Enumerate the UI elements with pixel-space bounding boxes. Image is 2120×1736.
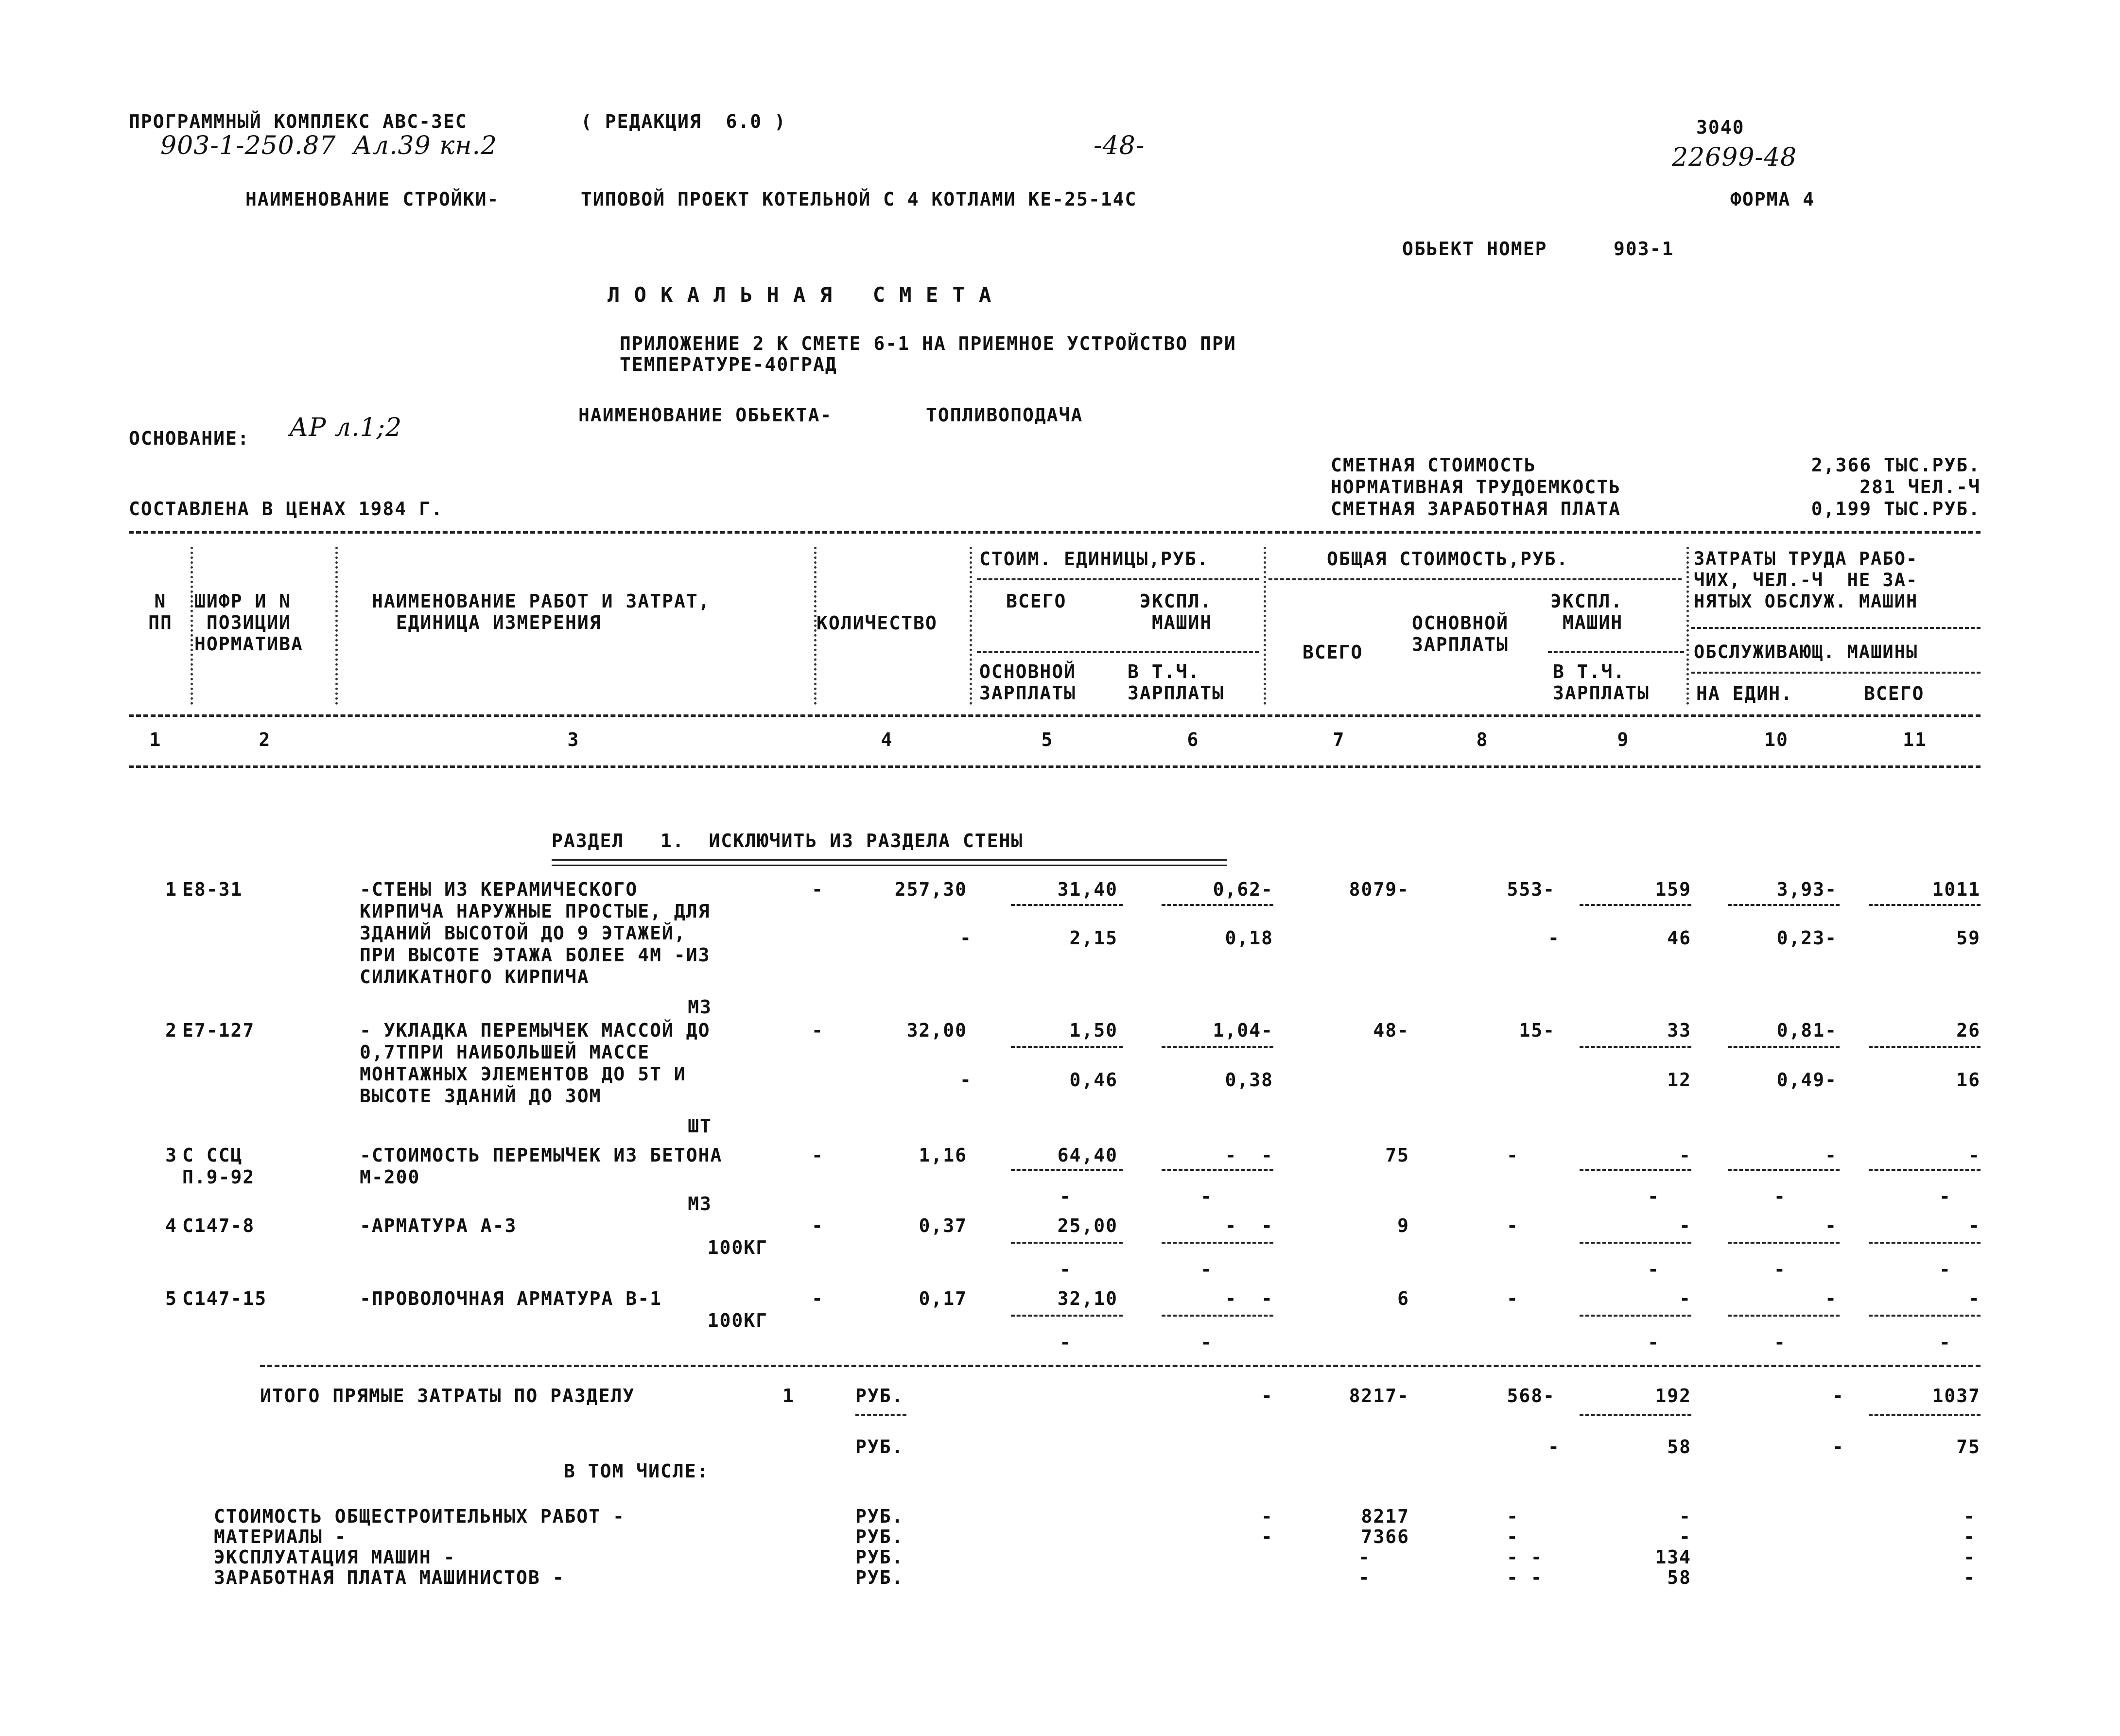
row4-dash: - bbox=[1939, 1259, 1951, 1280]
col-header-labor-machines: ОБСЛУЖИВАЮЩ. МАШИНЫ bbox=[1694, 642, 1918, 662]
row1-name: -СТЕНЫ ИЗ КЕРАМИЧЕСКОГО КИРПИЧА НАРУЖНЫЕ ПРОСТЫЕ, ДЛЯ ЗДАНИЙ ВЫСОТОЙ ДО 9 ЭТАЖЕЙ, ПРИ ВЫСОТЕ ЭТАЖА БОЛЕЕ 4М -ИЗ СИЛИКАТНОГО КИРПИЧА bbox=[360, 879, 711, 988]
header-rule bbox=[977, 651, 1259, 653]
row1-dash: - bbox=[960, 927, 972, 949]
row2-quantity: 32,00 bbox=[906, 1020, 967, 1041]
col-number: 9 bbox=[1617, 729, 1630, 750]
summary-estimated-cost-value: 2,366 ТЫС.РУБ. bbox=[1811, 454, 1981, 476]
row-separator bbox=[1580, 1169, 1691, 1171]
breakdown-general-cost: 8217 bbox=[1361, 1506, 1409, 1527]
col-header-labor: ЗАТРАТЫ ТРУДА РАБО- ЧИХ, ЧЕЛ.-Ч НЕ ЗА- НЯТЫХ ОБСЛУЖ. МАШИН bbox=[1694, 548, 1918, 612]
row5-dash: - bbox=[1939, 1332, 1951, 1353]
row-separator bbox=[1011, 1315, 1123, 1317]
breakdown-dash: - bbox=[1964, 1546, 1976, 1568]
row5-total: 6 bbox=[1397, 1288, 1409, 1309]
row4-total-machines: - bbox=[1679, 1215, 1691, 1236]
total-separator bbox=[1580, 1414, 1691, 1416]
row1-unit-machines: 0,62- bbox=[1213, 879, 1273, 900]
handwritten-inventory-number: 22699-48 bbox=[1672, 143, 1797, 172]
row-separator bbox=[1580, 1046, 1691, 1048]
row4-unit: 100КГ bbox=[707, 1237, 768, 1258]
row1-labor-total: 1011 bbox=[1932, 879, 1981, 900]
row4-dash: - bbox=[1648, 1259, 1660, 1280]
col-header-unit-machine-wages: В Т.Ч. ЗАРПЛАТЫ bbox=[1128, 661, 1225, 704]
row3-total: 75 bbox=[1385, 1145, 1409, 1166]
row-separator bbox=[1011, 904, 1123, 906]
row-separator bbox=[1728, 904, 1840, 906]
breakdown-machinery-unit: РУБ. bbox=[855, 1546, 904, 1568]
breakdown-materials-machines: - bbox=[1679, 1526, 1691, 1547]
col-header-labor-total: ВСЕГО bbox=[1864, 683, 1925, 704]
row-separator bbox=[1162, 1242, 1273, 1244]
including-label: В ТОМ ЧИСЛЕ: bbox=[564, 1460, 709, 1482]
row5-dash: - bbox=[1060, 1332, 1072, 1353]
total-dash: - bbox=[1261, 1385, 1273, 1406]
numbers-bottom-rule bbox=[129, 765, 1981, 768]
breakdown-dash: - - bbox=[1507, 1567, 1543, 1588]
breakdown-materials-unit: РУБ. bbox=[855, 1526, 904, 1547]
price-basis: СОСТАВЛЕНА В ЦЕНАХ 1984 Г. bbox=[129, 498, 443, 520]
row-separator bbox=[1728, 1315, 1840, 1317]
building-label: НАИМЕНОВАНИЕ СТРОЙКИ- bbox=[245, 189, 500, 210]
breakdown-materials-label: МАТЕРИАЛЫ - bbox=[214, 1526, 347, 1547]
col-number: 8 bbox=[1476, 729, 1489, 750]
program-edition: ( РЕДАКЦИЯ 6.0 ) bbox=[581, 111, 786, 132]
row-separator bbox=[1869, 1046, 1981, 1048]
row3-dash: - bbox=[1774, 1186, 1786, 1207]
section-title: РАЗДЕЛ 1. ИСКЛЮЧИТЬ ИЗ РАЗДЕЛА СТЕНЫ bbox=[552, 830, 1024, 851]
row5-unit-total: 32,10 bbox=[1057, 1288, 1118, 1309]
row4-dash: - bbox=[812, 1215, 824, 1236]
row2-unit-machine-wages: 0,38 bbox=[1225, 1069, 1273, 1091]
total2-unit: РУБ. bbox=[855, 1436, 904, 1458]
row5-dash: - bbox=[812, 1288, 824, 1309]
row5-name: -ПРОВОЛОЧНАЯ АРМАТУРА В-1 bbox=[360, 1288, 662, 1309]
row3-unit-total: 64,40 bbox=[1057, 1145, 1118, 1166]
row1-unit-wages: 2,15 bbox=[1069, 927, 1118, 949]
row4-total: 9 bbox=[1397, 1215, 1409, 1236]
row-separator bbox=[1162, 904, 1273, 906]
row3-dash: - bbox=[1648, 1186, 1660, 1207]
form-number: ФОРМА 4 bbox=[1730, 189, 1815, 210]
col-number: 6 bbox=[1187, 729, 1199, 750]
row5-quantity: 0,17 bbox=[919, 1288, 967, 1309]
page-number: -48- bbox=[1094, 131, 1145, 160]
breakdown-dash: - bbox=[1507, 1526, 1519, 1547]
row2-total-wages: 15- bbox=[1519, 1020, 1555, 1041]
breakdown-dash: - - bbox=[1507, 1546, 1543, 1568]
breakdown-dash: - bbox=[1964, 1567, 1976, 1588]
total2-machine-wages: 58 bbox=[1667, 1436, 1691, 1458]
col-header-quantity: КОЛИЧЕСТВО bbox=[817, 612, 938, 634]
row-separator bbox=[1162, 1169, 1273, 1171]
header-rule bbox=[1548, 651, 1684, 653]
building-value: ТИПОВОЙ ПРОЕКТ КОТЕЛЬНОЙ С 4 КОТЛАМИ КЕ-25-14С bbox=[581, 189, 1137, 210]
row2-unit-machines: 1,04- bbox=[1213, 1020, 1273, 1041]
row2-total: 48- bbox=[1373, 1020, 1409, 1041]
row3-unit-machines: - - bbox=[1225, 1145, 1273, 1166]
col-number: 7 bbox=[1333, 729, 1345, 750]
basis-label: ОСНОВАНИЕ: bbox=[129, 428, 250, 449]
header-bottom-rule bbox=[129, 714, 1981, 717]
col-header-total-machines: ЭКСПЛ. МАШИН bbox=[1550, 590, 1623, 633]
row2-number: 2 bbox=[165, 1020, 177, 1041]
row1-total-machines: 159 bbox=[1655, 879, 1691, 900]
row3-quantity: 1,16 bbox=[919, 1145, 967, 1166]
breakdown-general-label: СТОИМОСТЬ ОБЩЕСТРОИТЕЛЬНЫХ РАБОТ - bbox=[214, 1506, 625, 1527]
row4-unit-machines: - - bbox=[1225, 1215, 1273, 1236]
basis-value: АР л.1;2 bbox=[289, 413, 402, 442]
row1-unit: М3 bbox=[688, 996, 712, 1018]
row5-total-wages: - bbox=[1507, 1288, 1519, 1309]
appendix-line-2: ТЕМПЕРАТУРЕ-40ГРАД bbox=[620, 354, 837, 375]
row-separator bbox=[1011, 1242, 1123, 1244]
breakdown-general-unit: РУБ. bbox=[855, 1506, 904, 1527]
col-number: 3 bbox=[567, 729, 580, 750]
col-header-number: N ПП bbox=[148, 590, 173, 633]
column-divider bbox=[1264, 547, 1266, 705]
row1-total-wages: 553- bbox=[1507, 879, 1555, 900]
column-divider bbox=[191, 547, 193, 705]
row4-code: С147-8 bbox=[182, 1215, 255, 1236]
row3-dash: - bbox=[1200, 1186, 1213, 1207]
object-name-value: ТОПЛИВОПОДАЧА bbox=[926, 404, 1083, 426]
doc-number: 3040 bbox=[1696, 117, 1745, 138]
breakdown-dash: - bbox=[1261, 1506, 1273, 1527]
row3-total-machines: - bbox=[1679, 1145, 1691, 1166]
column-divider bbox=[1686, 547, 1689, 705]
breakdown-dash: - bbox=[1964, 1506, 1976, 1527]
row3-dash: - bbox=[1060, 1186, 1072, 1207]
col-header-total-machine-wages: В Т.Ч. ЗАРПЛАТЫ bbox=[1553, 661, 1650, 704]
col-header-labor-unit: НА ЕДИН. bbox=[1696, 683, 1793, 704]
row1-labor-total-machines: 59 bbox=[1956, 927, 1981, 949]
row-separator bbox=[1580, 1242, 1691, 1244]
row2-code: Е7-127 bbox=[182, 1020, 255, 1041]
breakdown-dash: - bbox=[1261, 1526, 1273, 1547]
col-number: 11 bbox=[1903, 729, 1927, 750]
row3-name: -СТОИМОСТЬ ПЕРЕМЫЧЕК ИЗ БЕТОНА М-200 bbox=[360, 1145, 723, 1188]
col-number: 1 bbox=[149, 729, 162, 750]
row4-number: 4 bbox=[165, 1215, 177, 1236]
row3-labor-total: - bbox=[1968, 1145, 1981, 1166]
row2-name: - УКЛАДКА ПЕРЕМЫЧЕК МАССОЙ ДО 0,7ТПРИ НАИБОЛЬШЕЙ МАССЕ МОНТАЖНЫХ ЭЛЕМЕНТОВ ДО 5Т И ВЫСОТЕ ЗДАНИЙ ДО 3ОМ bbox=[360, 1020, 711, 1107]
total2-labor-machines: 75 bbox=[1956, 1436, 1981, 1458]
row2-total-machines: 33 bbox=[1667, 1020, 1691, 1041]
row5-dash: - bbox=[1648, 1332, 1660, 1353]
breakdown-dash: - bbox=[1964, 1526, 1976, 1547]
row3-number: 3 bbox=[165, 1145, 177, 1166]
row-separator bbox=[1162, 1315, 1273, 1317]
header-rule bbox=[1691, 672, 1981, 674]
table-top-rule bbox=[129, 531, 1981, 534]
col-header-unit-total: ВСЕГО bbox=[1006, 590, 1067, 612]
total-unit-underline bbox=[855, 1414, 906, 1416]
col-header-unit-wages: ОСНОВНОЙ ЗАРПЛАТЫ bbox=[979, 661, 1077, 704]
row-separator bbox=[1869, 1242, 1981, 1244]
breakdown-machinery-machines: 134 bbox=[1655, 1546, 1691, 1568]
row4-dash: - bbox=[1200, 1259, 1213, 1280]
breakdown-machinery-cost: - bbox=[1358, 1546, 1371, 1568]
total-separator bbox=[1869, 1414, 1981, 1416]
row5-labor-total: - bbox=[1968, 1288, 1981, 1309]
row5-dash: - bbox=[1774, 1332, 1786, 1353]
total-machines: 192 bbox=[1655, 1385, 1691, 1406]
row3-labor-unit: - bbox=[1825, 1145, 1837, 1166]
row3-dash: - bbox=[1939, 1186, 1951, 1207]
row-separator bbox=[1728, 1046, 1840, 1048]
row4-dash: - bbox=[1060, 1259, 1072, 1280]
breakdown-materials-cost: 7366 bbox=[1361, 1526, 1409, 1547]
row4-total-wages: - bbox=[1507, 1215, 1519, 1236]
header-rule bbox=[1269, 578, 1682, 580]
row1-total: 8079- bbox=[1349, 879, 1409, 900]
col-header-total: ВСЕГО bbox=[1303, 642, 1363, 663]
row2-total-machine-wages: 12 bbox=[1667, 1069, 1691, 1091]
total-cost: 8217- bbox=[1349, 1385, 1409, 1406]
breakdown-operator-wages-unit: РУБ. bbox=[855, 1567, 904, 1588]
row-separator bbox=[1162, 1046, 1273, 1048]
row4-labor-unit: - bbox=[1825, 1215, 1837, 1236]
row1-labor-unit: 3,93- bbox=[1776, 879, 1837, 900]
row5-dash: - bbox=[1200, 1332, 1213, 1353]
summary-wages-label: СМЕТНАЯ ЗАРАБОТНАЯ ПЛАТА bbox=[1331, 498, 1621, 520]
breakdown-operator-wages-machines: 58 bbox=[1667, 1567, 1691, 1588]
total2-dash: - bbox=[1832, 1436, 1844, 1458]
row3-dash: - bbox=[812, 1145, 824, 1166]
object-name-label: НАИМЕНОВАНИЕ ОБЬЕКТА- bbox=[578, 404, 833, 426]
summary-labor-value: 281 ЧЕЛ.-Ч bbox=[1859, 476, 1981, 498]
row-separator bbox=[1728, 1242, 1840, 1244]
row4-unit-total: 25,00 bbox=[1057, 1215, 1118, 1236]
row1-number: 1 bbox=[165, 879, 177, 900]
row2-labor-unit-machines: 0,49- bbox=[1776, 1069, 1837, 1091]
row1-unit-total: 31,40 bbox=[1057, 879, 1118, 900]
row-separator bbox=[1869, 1169, 1981, 1171]
document-title: Л О К А Л Ь Н А Я С М Е Т А bbox=[608, 283, 992, 307]
col-header-total-cost: ОБЩАЯ СТОИМОСТЬ,РУБ. bbox=[1327, 548, 1569, 570]
col-header-total-wages: ОСНОВНОЙ ЗАРПЛАТЫ bbox=[1412, 612, 1509, 655]
breakdown-general-machines: - bbox=[1679, 1506, 1691, 1527]
col-header-unit-machines: ЭКСПЛ. МАШИН bbox=[1140, 590, 1213, 633]
col-number: 2 bbox=[259, 729, 271, 750]
section-title-underline bbox=[552, 859, 1227, 866]
breakdown-operator-wages-label: ЗАРАБОТНАЯ ПЛАТА МАШИНИСТОВ - bbox=[214, 1567, 565, 1588]
object-number-label: ОБЬЕКТ НОМЕР bbox=[1402, 238, 1547, 260]
column-divider bbox=[335, 547, 338, 705]
header-rule bbox=[977, 578, 1259, 580]
col-header-code: ШИФР И N ПОЗИЦИИ НОРМАТИВА bbox=[194, 590, 303, 655]
breakdown-machinery-label: ЭКСПЛУАТАЦИЯ МАШИН - bbox=[214, 1546, 456, 1568]
header-rule bbox=[1691, 627, 1981, 629]
row1-labor-unit-machines: 0,23- bbox=[1776, 927, 1837, 949]
col-number: 4 bbox=[881, 729, 893, 750]
row5-unit-machines: - - bbox=[1225, 1288, 1273, 1309]
total-section-number: 1 bbox=[782, 1385, 795, 1406]
row-separator bbox=[1011, 1169, 1123, 1171]
summary-estimated-cost-label: СМЕТНАЯ СТОИМОСТЬ bbox=[1331, 454, 1536, 476]
total-unit: РУБ. bbox=[855, 1385, 904, 1406]
row5-labor-unit: - bbox=[1825, 1288, 1837, 1309]
row-separator bbox=[1728, 1169, 1840, 1171]
total-wages: 568- bbox=[1507, 1385, 1555, 1406]
row2-unit-wages: 0,46 bbox=[1069, 1069, 1118, 1091]
row2-labor-total-machines: 16 bbox=[1956, 1069, 1981, 1091]
col-header-unit-cost: СТОИМ. ЕДИНИЦЫ,РУБ. bbox=[979, 548, 1209, 570]
row5-total-machines: - bbox=[1679, 1288, 1691, 1309]
total-labor: 1037 bbox=[1932, 1385, 1981, 1406]
handwritten-reference: 903-1-250.87 Ал.39 кн.2 bbox=[160, 131, 498, 160]
row3-unit: М3 bbox=[688, 1193, 712, 1215]
row-separator bbox=[1011, 1046, 1123, 1048]
total-label: ИТОГО ПРЯМЫЕ ЗАТРАТЫ ПО РАЗДЕЛУ bbox=[260, 1385, 635, 1406]
row4-name: -АРМАТУРА А-3 bbox=[360, 1215, 517, 1236]
row4-dash: - bbox=[1774, 1259, 1786, 1280]
summary-wages-value: 0,199 ТЫС.РУБ. bbox=[1811, 498, 1981, 520]
total-dash: - bbox=[1832, 1385, 1844, 1406]
row1-quantity: 257,30 bbox=[894, 879, 967, 900]
row1-unit-machine-wages: 0,18 bbox=[1225, 927, 1273, 949]
row2-dash: - bbox=[812, 1020, 824, 1041]
row4-labor-total: - bbox=[1968, 1215, 1981, 1236]
summary-labor-label: НОРМАТИВНАЯ ТРУДОЕМКОСТЬ bbox=[1331, 476, 1621, 498]
row2-labor-total: 26 bbox=[1956, 1020, 1981, 1041]
row5-unit: 100КГ bbox=[707, 1310, 768, 1331]
row2-dash: - bbox=[960, 1069, 972, 1091]
row-separator bbox=[1869, 1315, 1981, 1317]
row1-total-machine-wages: 46 bbox=[1667, 927, 1691, 949]
breakdown-dash: - bbox=[1507, 1506, 1519, 1527]
column-divider bbox=[970, 547, 972, 705]
row2-unit: ШТ bbox=[688, 1115, 712, 1137]
object-number-value: 903-1 bbox=[1614, 238, 1674, 260]
col-number: 10 bbox=[1764, 729, 1789, 750]
row2-labor-unit: 0,81- bbox=[1776, 1020, 1837, 1041]
totals-top-rule bbox=[260, 1365, 1981, 1367]
row2-unit-total: 1,50 bbox=[1069, 1020, 1118, 1041]
row-separator bbox=[1869, 904, 1981, 906]
total2-dash: - bbox=[1548, 1436, 1560, 1458]
row3-code: С ССЦ П.9-92 bbox=[182, 1145, 255, 1188]
row4-quantity: 0,37 bbox=[919, 1215, 967, 1236]
appendix-line-1: ПРИЛОЖЕНИЕ 2 К СМЕТЕ 6-1 НА ПРИЕМНОЕ УСТРОЙСТВО ПРИ bbox=[620, 333, 1236, 354]
breakdown-operator-wages-cost: - bbox=[1358, 1567, 1371, 1588]
row1-dash: - bbox=[812, 879, 824, 900]
col-header-name: НАИМЕНОВАНИЕ РАБОТ И ЗАТРАТ, ЕДИНИЦА ИЗМЕРЕНИЯ bbox=[372, 590, 711, 633]
row5-number: 5 bbox=[165, 1288, 177, 1309]
row3-total-wages: - bbox=[1507, 1145, 1519, 1166]
row-separator bbox=[1580, 1315, 1691, 1317]
col-number: 5 bbox=[1041, 729, 1054, 750]
row5-code: С147-15 bbox=[182, 1288, 267, 1309]
row1-code: Е8-31 bbox=[182, 879, 243, 900]
row1-dash: - bbox=[1548, 927, 1560, 949]
program-name: ПРОГРАММНЫЙ КОМПЛЕКС АВС-3ЕС bbox=[129, 111, 468, 132]
row-separator bbox=[1580, 904, 1691, 906]
